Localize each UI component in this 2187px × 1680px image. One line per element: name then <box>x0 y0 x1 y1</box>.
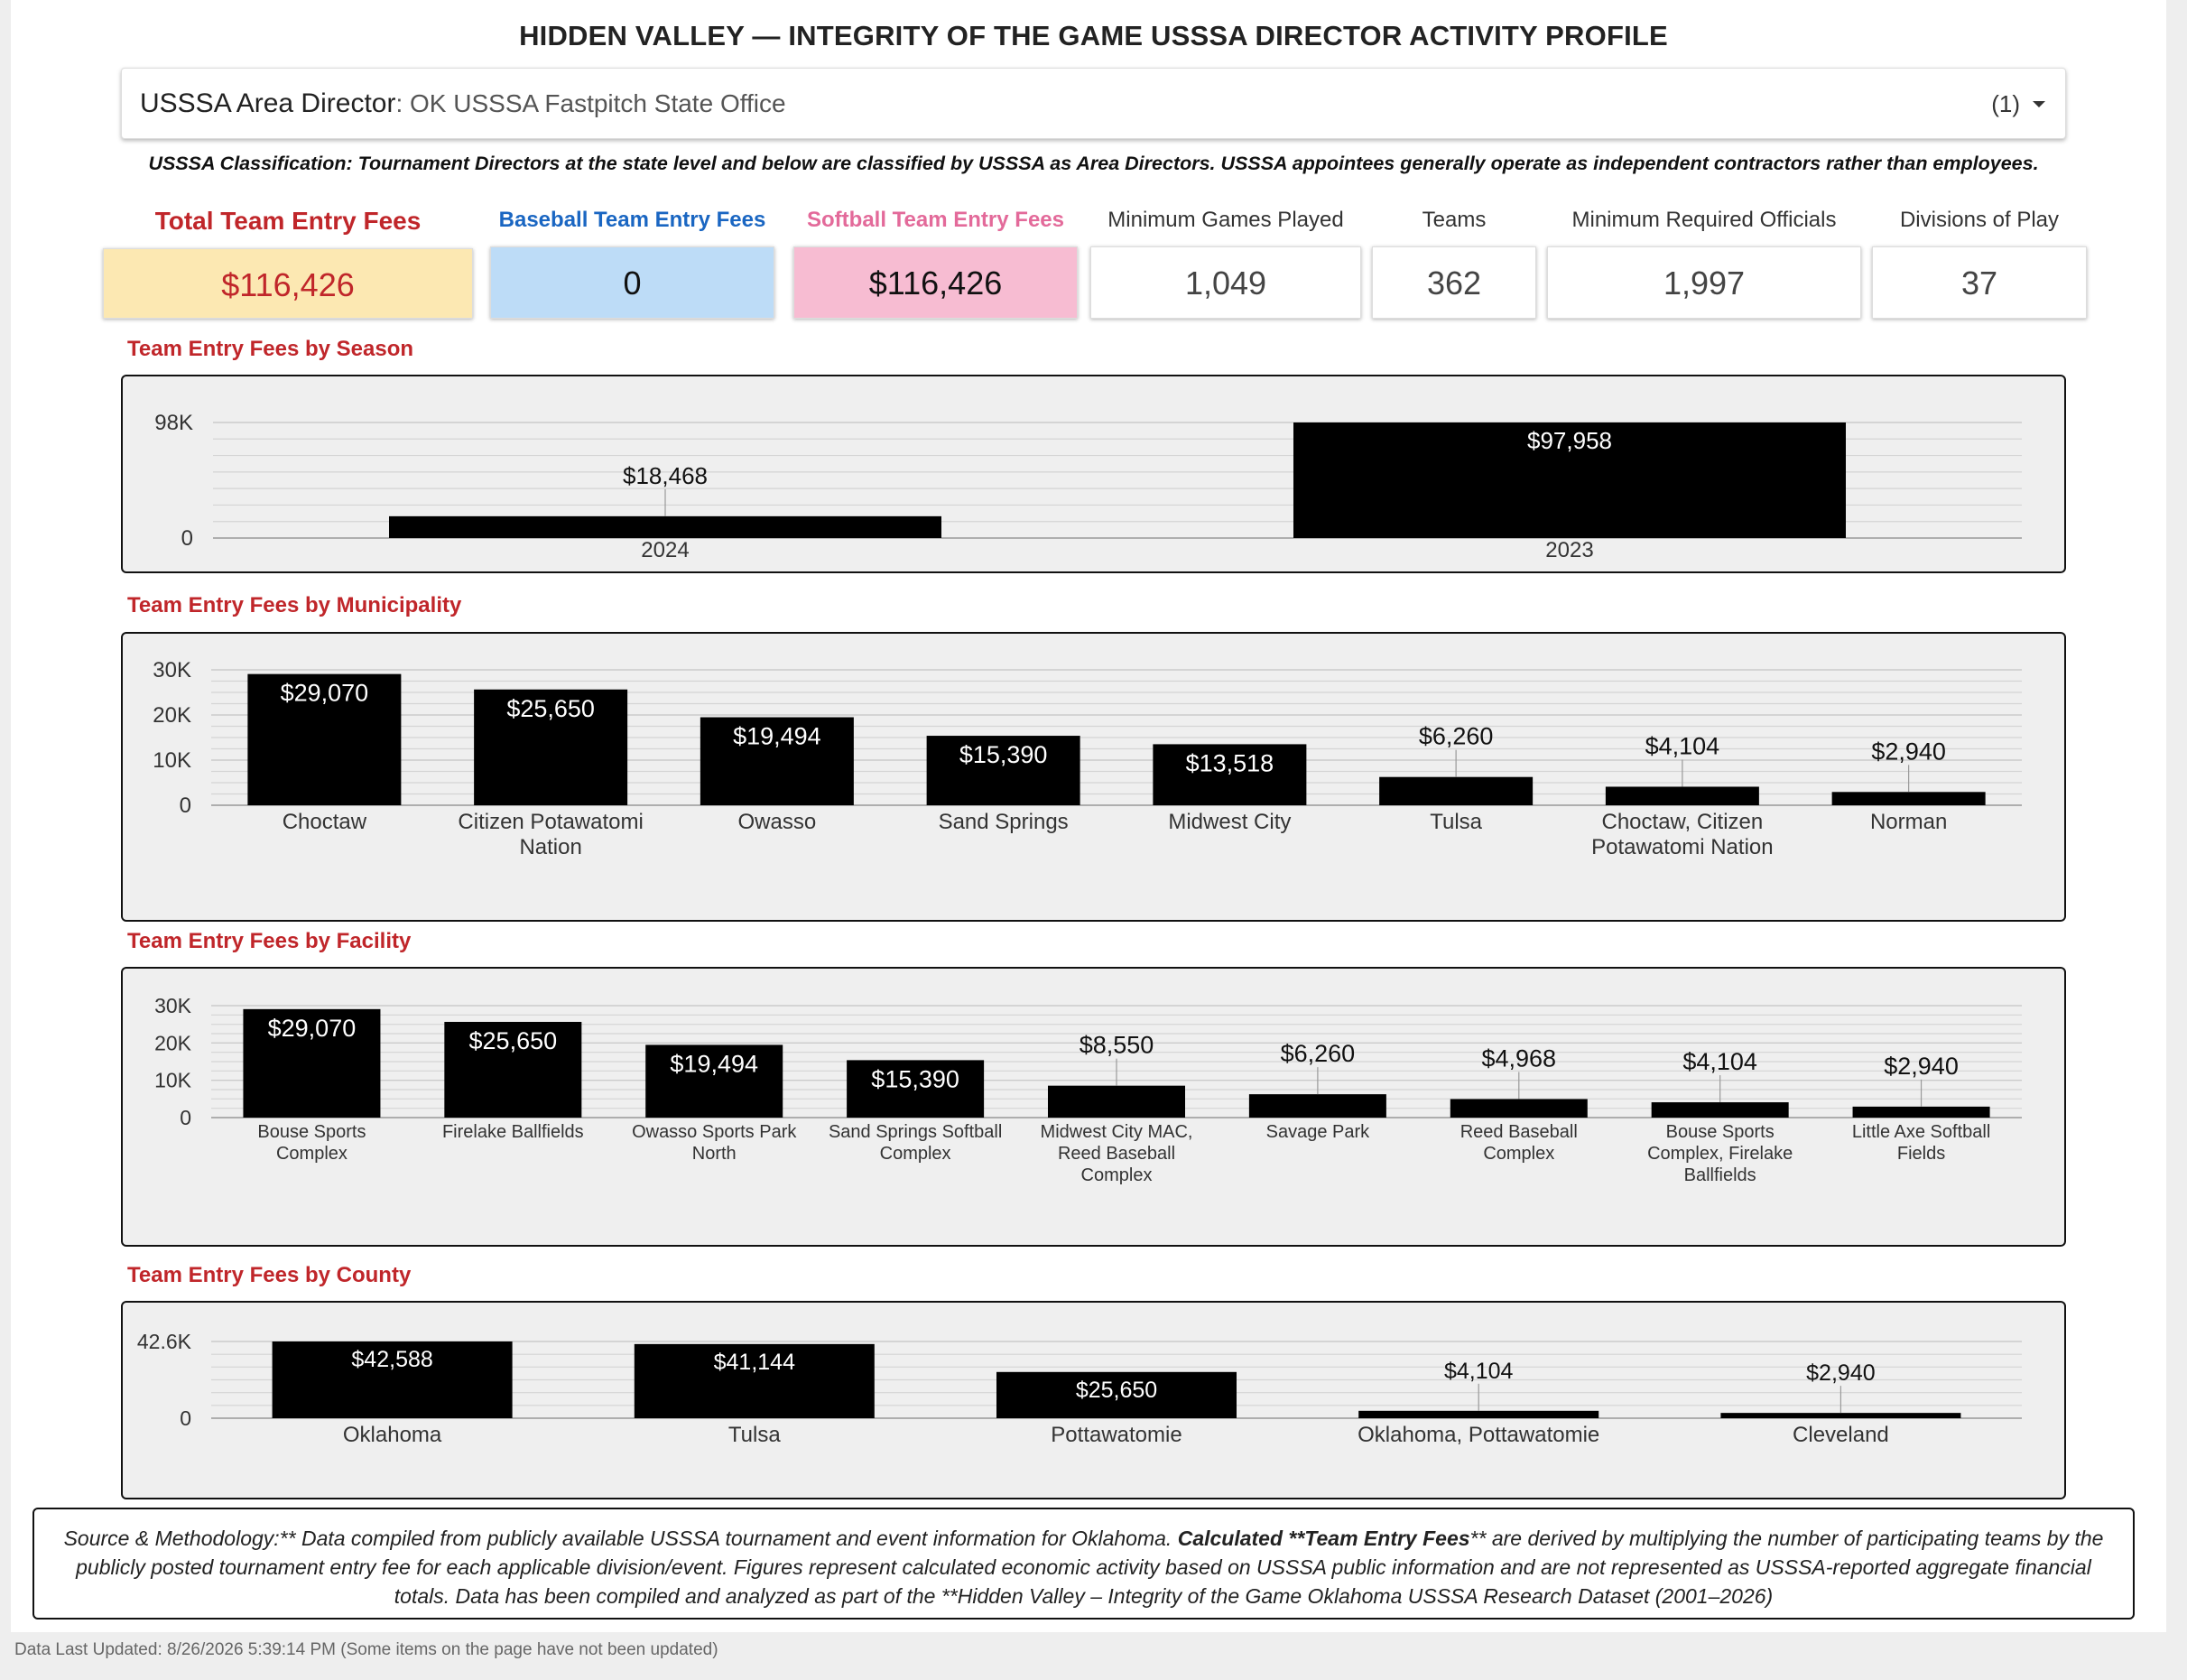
category-label: North <box>691 1144 737 1164</box>
category-label: Complex, Firelake <box>1647 1144 1793 1164</box>
data-label: $15,390 <box>959 741 1048 769</box>
footer-text-1: Source & Methodology:** Data compiled from publicly available USSSA tournament and event information for Oklahoma. <box>63 1527 1178 1550</box>
data-label: $15,390 <box>871 1065 959 1093</box>
municipality-chart-svg <box>123 634 2064 920</box>
data-label: $25,650 <box>468 1026 558 1054</box>
data-label: $42,588 <box>351 1347 433 1372</box>
category-label: 2024 <box>641 538 690 562</box>
kpi-label-teams: Teams <box>1422 208 1487 232</box>
y-tick-label: 20K <box>154 1031 191 1055</box>
data-label: $2,940 <box>1884 1052 1959 1080</box>
category-label: Owasso <box>737 810 817 834</box>
category-label: Midwest City <box>1168 810 1292 834</box>
data-label: $4,968 <box>1481 1044 1557 1072</box>
chart-title-municipality: Team Entry Fees by Municipality <box>127 593 462 617</box>
category-label: Nation <box>519 835 582 859</box>
category-label: Sand Springs Softball <box>828 1122 1003 1142</box>
data-label: $4,104 <box>1645 732 1720 760</box>
kpi-label-min-officials: Minimum Required Officials <box>1571 208 1837 232</box>
category-label: Bouse Sports <box>1665 1122 1775 1142</box>
y-tick-label: 0 <box>180 1106 191 1129</box>
facility-chart-svg <box>123 969 2064 1245</box>
category-label: Potawatomi Nation <box>1591 835 1774 859</box>
municipality-chart <box>121 632 2066 922</box>
category-label: Fields <box>1896 1144 1946 1164</box>
kpi-label-total-fees: Total Team Entry Fees <box>154 207 422 235</box>
category-label: Reed Baseball <box>1460 1122 1578 1142</box>
dropdown-selected-value: : OK USSSA Fastpitch State Office <box>395 89 786 117</box>
category-label: Oklahoma <box>342 1423 442 1447</box>
category-label: Choctaw <box>282 810 367 834</box>
data-label: $25,650 <box>506 694 595 722</box>
data-label: $29,070 <box>280 679 369 707</box>
data-label: $6,260 <box>1280 1040 1356 1068</box>
y-tick-label: 30K <box>154 994 191 1017</box>
data-label: $13,518 <box>1185 749 1274 777</box>
bar <box>1720 1413 1960 1418</box>
dropdown-label: USSSA Area Director <box>140 88 396 118</box>
category-label: Midwest City MAC, <box>1040 1122 1193 1142</box>
category-label: Complex <box>879 1144 951 1164</box>
methodology-footer <box>32 1508 2135 1620</box>
kpi-label-baseball-fees: Baseball Team Entry Fees <box>498 208 766 232</box>
kpi-value-min-officials: 1,997 <box>1547 246 1861 319</box>
kpi-label-divisions: Divisions of Play <box>1899 208 2060 232</box>
category-label: Complex <box>1483 1144 1555 1164</box>
chart-title-season: Team Entry Fees by Season <box>127 337 414 361</box>
facility-chart <box>121 967 2066 1247</box>
category-label: Oklahoma, Pottawatomie <box>1358 1423 1600 1447</box>
bar <box>1048 1086 1185 1118</box>
category-label: Complex <box>1080 1165 1153 1185</box>
bar <box>1358 1411 1599 1418</box>
page-title: HIDDEN VALLEY — INTEGRITY OF THE GAME USSSA DIRECTOR ACTIVITY PROFILE <box>519 20 1668 51</box>
category-label: Sand Springs <box>938 810 1069 834</box>
bar <box>1832 792 1986 805</box>
data-label: $2,940 <box>1871 738 1946 766</box>
kpi-value-teams: 362 <box>1372 246 1536 319</box>
y-tick-label: 42.6K <box>136 1330 191 1353</box>
data-label: $4,104 <box>1682 1048 1757 1076</box>
county-chart-svg <box>123 1303 2064 1498</box>
y-tick-label: 20K <box>153 703 191 728</box>
category-label: Pottawatomie <box>1051 1423 1182 1447</box>
data-label: $97,958 <box>1527 427 1612 454</box>
data-label: $19,494 <box>670 1050 759 1078</box>
kpi-value-total-fees: $116,426 <box>103 248 473 319</box>
y-tick-label: 0 <box>180 1406 191 1430</box>
data-label: $25,650 <box>1075 1377 1158 1403</box>
kpi-label-min-games: Minimum Games Played <box>1107 208 1344 232</box>
area-director-dropdown[interactable] <box>121 68 2066 139</box>
category-label: Reed Baseball <box>1057 1144 1176 1164</box>
category-label: Little Axe Softball <box>1851 1122 1991 1142</box>
category-label: Tulsa <box>727 1423 781 1447</box>
kpi-label-softball-fees: Softball Team Entry Fees <box>807 208 1064 232</box>
y-tick-label: 30K <box>153 658 191 682</box>
caret-down-icon[interactable] <box>2033 101 2045 107</box>
dropdown-text <box>140 88 786 119</box>
data-label: $2,940 <box>1806 1360 1876 1387</box>
category-label: Cleveland <box>1793 1423 1889 1447</box>
bar <box>389 516 941 538</box>
county-chart <box>121 1301 2066 1499</box>
chart-title-county: Team Entry Fees by County <box>127 1263 412 1287</box>
data-label: $6,260 <box>1418 722 1494 750</box>
classification-note: USSSA Classification: Tournament Directors at the state level and below are classified by USSSA as Area Directors. USSSA appointees generally operate as independent contractors rather than employees. <box>148 153 2039 174</box>
last-updated-text: Data Last Updated: 8/26/2026 5:39:14 PM (Some items on the page have not been updated) <box>14 1640 718 1659</box>
bar <box>1249 1094 1386 1118</box>
category-label: Citizen Potawatomi <box>458 810 644 834</box>
chart-title-facility: Team Entry Fees by Facility <box>127 929 412 953</box>
bar <box>1853 1107 1990 1118</box>
category-label: Savage Park <box>1265 1122 1370 1142</box>
y-tick-label: 98K <box>154 411 193 435</box>
data-label: $41,144 <box>713 1349 795 1375</box>
footer-text-2: ** are derived by multiplying the number of participating teams by the publicly posted tournament entry fee for each applicable division/event. Figures represent calculated economic activity based on USSSA public information and are not represented as USSSA-reported aggregate financial totals. Data has been compiled and analyzed as part of the **Hidden Valley – Integrity of the Game Oklahoma USSSA Research Dataset (2001–2026) <box>76 1527 2104 1608</box>
y-tick-label: 0 <box>179 794 191 818</box>
category-label: Ballfields <box>1683 1165 1756 1185</box>
category-label: Bouse Sports <box>257 1122 366 1142</box>
category-label: Firelake Ballfields <box>441 1122 584 1142</box>
data-label: $29,070 <box>267 1014 357 1042</box>
y-tick-label: 10K <box>153 748 191 773</box>
kpi-value-baseball-fees: 0 <box>490 246 774 319</box>
category-label: 2023 <box>1545 538 1594 562</box>
data-label: $19,494 <box>733 722 821 750</box>
season-chart <box>121 375 2066 573</box>
data-label: $8,550 <box>1079 1031 1154 1059</box>
kpi-value-divisions: 37 <box>1872 246 2087 319</box>
bar <box>1379 777 1533 805</box>
y-tick-label: 10K <box>154 1068 191 1092</box>
category-label: Choctaw, Citizen <box>1601 810 1764 834</box>
category-label: Tulsa <box>1430 810 1483 834</box>
category-label: Norman <box>1869 810 1948 834</box>
y-tick-label: 0 <box>181 526 193 551</box>
bar <box>1652 1102 1789 1118</box>
category-label: Owasso Sports Park <box>632 1122 797 1142</box>
data-label: $4,104 <box>1443 1358 1514 1384</box>
dropdown-selection-count: (1) <box>1991 90 2020 117</box>
kpi-value-softball-fees: $116,426 <box>793 246 1078 319</box>
footer-text-bold: Calculated **Team Entry Fees <box>1177 1527 1470 1550</box>
data-label: $18,468 <box>623 461 708 489</box>
bar <box>1606 786 1759 805</box>
bar <box>1450 1099 1588 1118</box>
category-label: Complex <box>275 1144 348 1164</box>
kpi-value-min-games: 1,049 <box>1090 246 1361 319</box>
season-chart-svg <box>123 376 2064 571</box>
